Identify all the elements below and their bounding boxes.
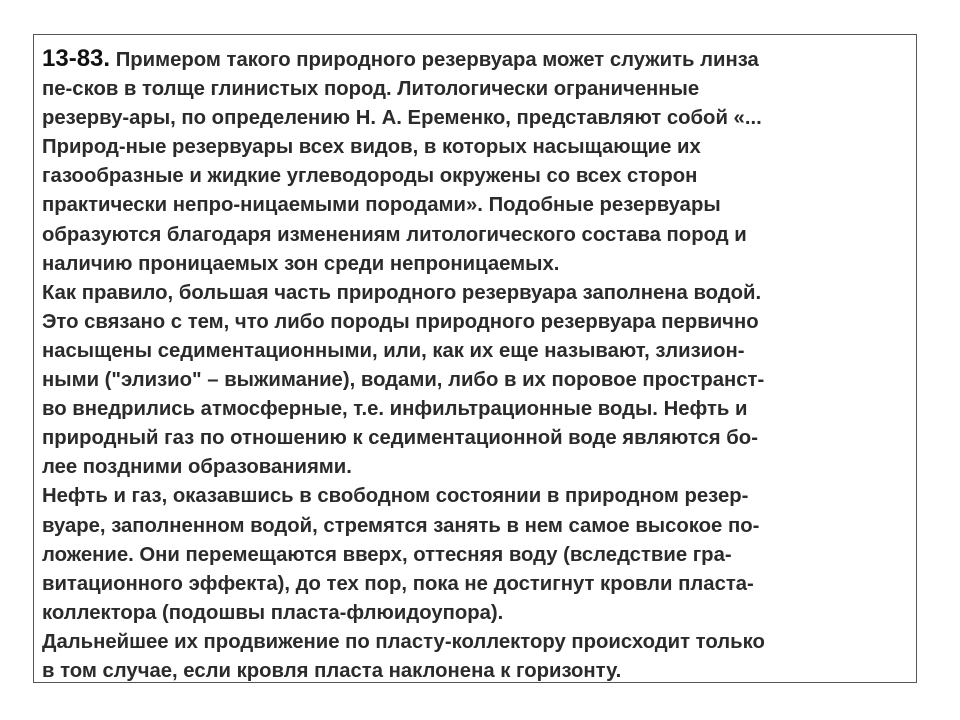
text-line: в том случае, если кровля пласта наклонена к горизонту. — [42, 659, 622, 682]
text-line: природный газ по отношению к седиментационной воде являются бо- — [42, 427, 758, 450]
text-line: витационного эффекта), до тех пор, пока не достигнут кровли пласта- — [42, 572, 754, 595]
text-line: Дальнейшее их продвижение по пласту-коллектору происходит только — [42, 630, 765, 653]
text-line: лее поздними образованиями. — [42, 456, 352, 479]
text-line: ными ("элизио" – выжимание), водами, либо в их поровое пространст- — [42, 369, 765, 392]
text-line: практически непро-ницаемыми породами». Подобные резервуары — [42, 194, 721, 217]
text-line: газообразные и жидкие углеводороды окружены со всех сторон — [42, 165, 698, 188]
text-line: образуются благодаря изменениям литологического состава пород и — [42, 223, 747, 246]
text-line: Как правило, большая часть природного резервуара заполнена водой. — [42, 281, 762, 304]
text-line: Нефть и газ, оказавшись в свободном состоянии в природном резер- — [42, 485, 749, 508]
text-line: наличию проницаемых зон среди непроницаемых. — [42, 252, 560, 275]
text-line: Природ-ные резервуары всех видов, в которых насыщающие их — [42, 136, 701, 159]
text-line-content: Примером такого природного резервуара может служить линза — [110, 49, 759, 71]
text-line: Это связано с тем, что либо породы природного резервуара первично — [42, 310, 759, 333]
text-line: резерву-ары, по определению Н. А. Еременко, представляют собой «... — [42, 107, 762, 130]
slide-number: 13-83. — [42, 45, 111, 72]
text-line — [42, 44, 912, 75]
slide-text — [42, 44, 912, 686]
text-line: пе-сков в толще глинистых пород. Литологически ограниченные — [42, 78, 700, 101]
text-line: коллектора (подошвы пласта-флюидоупора). — [42, 601, 504, 624]
text-line: во внедрились атмосферные, т.е. инфильтрационные воды. Нефть и — [42, 398, 748, 421]
text-line: ложение. Они перемещаются вверх, оттесняя воду (вследствие гра- — [42, 543, 732, 566]
text-line: насыщены седиментационными, или, как их еще называют, злизион- — [42, 339, 745, 362]
text-line: вуаре, заполненном водой, стремятся занять в нем самое высокое по- — [42, 514, 760, 537]
